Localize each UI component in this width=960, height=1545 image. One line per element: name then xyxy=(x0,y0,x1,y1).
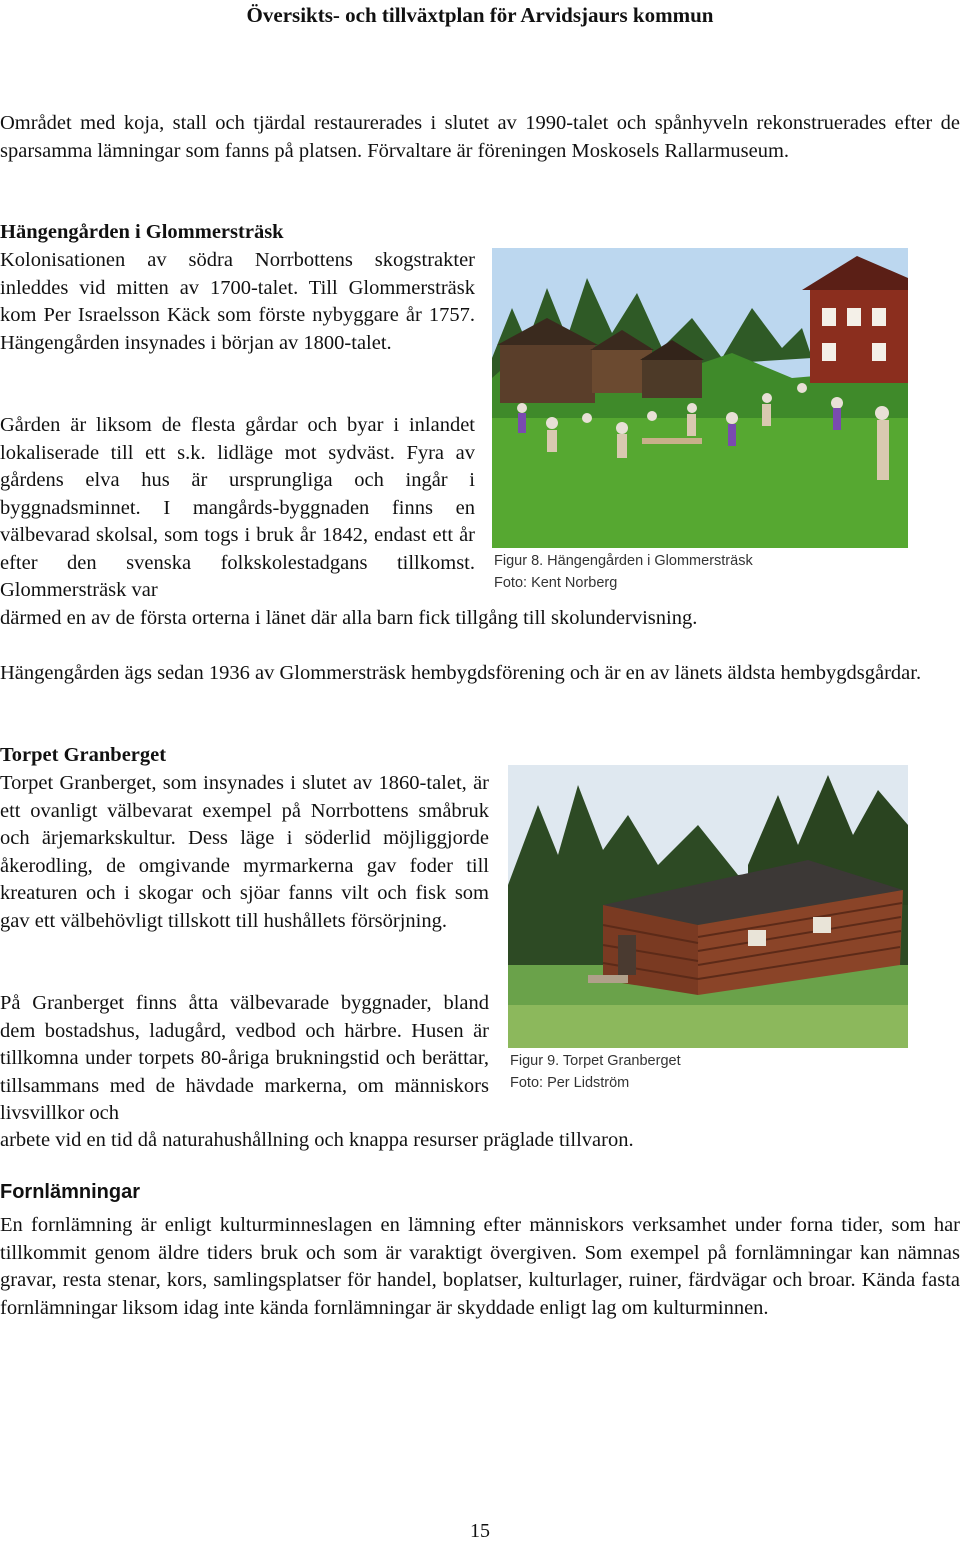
intro-paragraph: Området med koja, stall och tjärdal restaurerades i slutet av 1990-talet och spånhyveln rekonstruerades efter de sparsamma lämningar som fanns på platsen. Förvaltare är föreningen Moskosels Rallarmuseum. xyxy=(0,112,960,162)
hangengarden-paragraph-3: Hängengården ägs sedan 1936 av Glommersträsk hembygdsförening och är en av länets äldsta hembygdsgårdar. xyxy=(0,662,922,684)
hangengarden-paragraph-2-continued: därmed en av de första orterna i länet där alla barn fick tillgång till skolundervisning. xyxy=(0,607,698,629)
figure-8-credit: Foto: Kent Norberg xyxy=(494,575,618,591)
figure-9-caption: Figur 9. Torpet Granberget xyxy=(510,1053,681,1069)
hangengarden-paragraph-2: Gården är liksom de flesta gårdar och byar i inlandet lokaliserade till ett s.k. lidläge mot sydväst. Fyra av gårdens elva hus är ursprungliga och ingår i byggnadsminnet. I mangårds-byggnaden finns en välbevarad skolsal, som togs i bruk år 1842, endast ett år efter den svenska folkskolestadgans tillkomst. Glommersträsk var xyxy=(0,414,475,601)
page-header-title: Översikts- och tillväxtplan för Arvidsjaurs kommun xyxy=(246,3,714,27)
figure-8-caption: Figur 8. Hängengården i Glommersträsk xyxy=(494,553,753,569)
torpet-paragraph-2-continued: arbete vid en tid då naturahushållning och knappa resurser präglade tillvaron. xyxy=(0,1129,634,1151)
torpet-granberget-heading: Torpet Granberget xyxy=(0,744,167,766)
torpet-paragraph-1: Torpet Granberget, som insynades i slutet av 1860-talet, är ett ovanligt välbevarat exempel på Norrbottens småbruk och ärjemarkskultur. Dess läge i söderlid möjliggjorde åkerodling, de omgivande myrmarkerna gav foder till kreaturen och i skogar och sjöar fanns vilt och fisk som gav ett välbehövligt tillskott till hushållets försörjning. xyxy=(0,772,489,932)
fornlamningar-paragraph: En fornlämning är enligt kulturminneslagen en lämning efter människors verksamhet under forna tider, som har tillkommit genom äldre tiders bruk och som är varaktigt övergiven. Som exempel på fornlämningar kan nämnas gravar, resta stenar, kors, samlingsplatser för handel, boplatser, kulturlager, ruiner, färdvägar och broar. Kända fasta fornlämningar liksom idag inte kända fornlämningar är skyddade enligt lag om kulturminnen. xyxy=(0,1214,960,1319)
hangengarden-photo xyxy=(492,248,908,548)
torpet-paragraph-2: På Granberget finns åtta välbevarade byggnader, bland dem bostadshus, ladugård, vedbod och härbre. Husen är tillkomna under torpets 80-åriga brukningstid och berättar, tillsammans med de hävdade markerna, om människors livsvillkor och xyxy=(0,992,489,1124)
fornlamningar-heading: Fornlämningar xyxy=(0,1181,141,1203)
hangengarden-paragraph-1: Kolonisationen av södra Norrbottens skogstrakter inleddes vid mitten av 1700-talet. Till Glommersträsk kom Per Israelsson Käck som förste nybyggare år 1757. Hängengården insynades i början av 1800-talet. xyxy=(0,249,475,354)
hangengarden-heading: Hängengården i Glommersträsk xyxy=(0,221,284,243)
figure-9-credit: Foto: Per Lidström xyxy=(510,1075,630,1091)
torpet-granberget-photo xyxy=(508,765,908,1048)
page-number: 15 xyxy=(470,1520,490,1542)
